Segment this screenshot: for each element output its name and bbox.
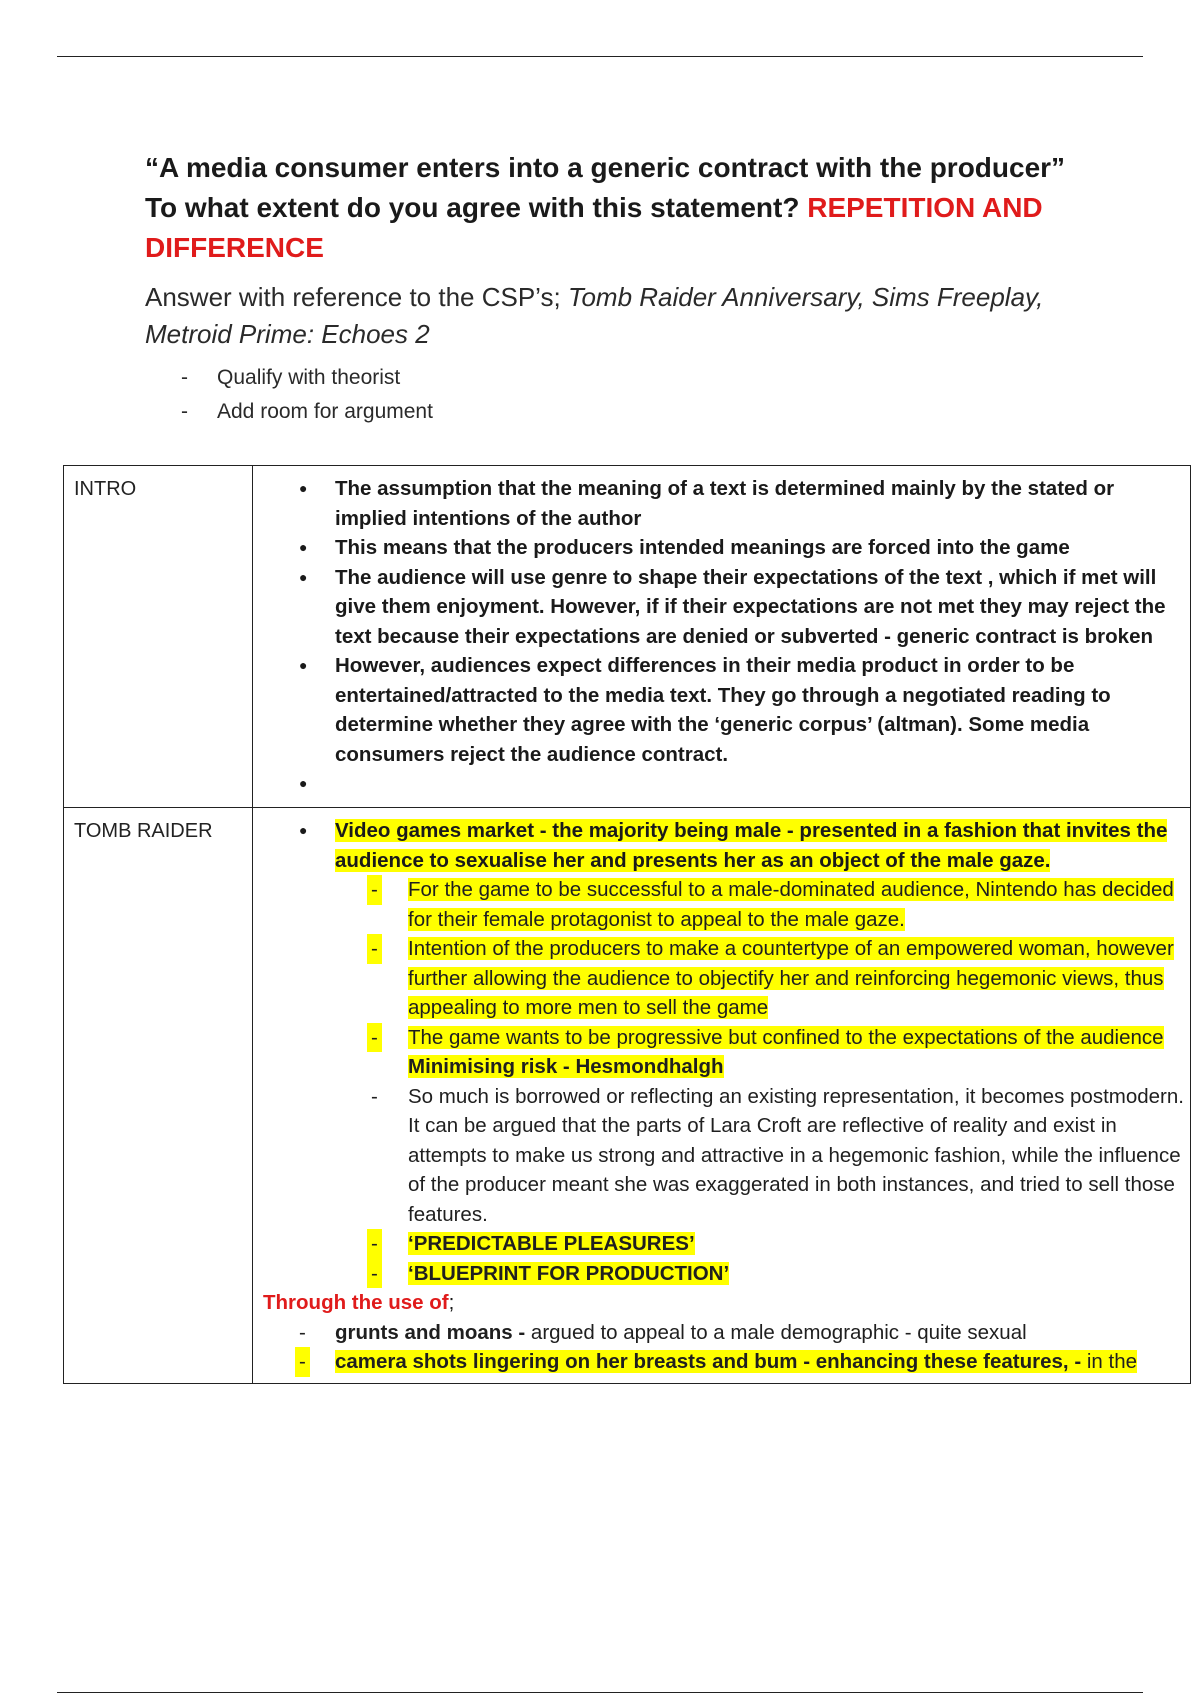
main-bullet-text: Video games market - the majority being male - presented in a fashion that invites the audience to sexualise her and presents her as an object of the male gaze. bbox=[335, 819, 1168, 872]
notes-list bbox=[145, 361, 1105, 429]
note-item: - Add room for argument bbox=[145, 395, 1105, 429]
technique-item bbox=[253, 1347, 1184, 1377]
intro-bullet: ● The audience will use genre to shape their expectations of the text , which if met will give them enjoyment. However, if if their expectations are not met they may reject the text because their expectations are denied or subverted - generic contract is broken bbox=[253, 563, 1184, 652]
subpoint-text: Intention of the producers to make a countertype of an empowered woman, however further allowing the audience to objectify her and reinforcing hegemonic views, thus appealing to more men to sell the game bbox=[408, 937, 1174, 1019]
subpoint-theorist: Minimising risk - Hesmondhalgh bbox=[408, 1055, 724, 1078]
subpoint bbox=[253, 1259, 1184, 1289]
intro-bullet: ● However, audiences expect differences in their media product in order to be entertained/attracted to the media text. They go through a negotiated reading to determine whether they agree with the ‘generic corpus’ (altman). Some media consumers reject the audience contract. bbox=[253, 651, 1184, 769]
subpoint bbox=[253, 934, 1184, 1023]
subpoint-text: So much is borrowed or reflecting an existing representation, it becomes postmodern. It can be argued that the parts of Lara Croft are reflective of reality and exist in attempts to make us strong and attractive in a hegemonic fashion, while the influence of the producer meant she was exaggerated in both instances, and tried to sell those features. bbox=[408, 1084, 1184, 1226]
footer-rule bbox=[57, 1692, 1143, 1693]
subpoint bbox=[253, 1082, 1184, 1230]
tomb-raider-content bbox=[253, 808, 1191, 1384]
through-label: Through the use of bbox=[263, 1291, 449, 1314]
intro-bullet-empty bbox=[253, 769, 1184, 801]
tomb-raider-subpoints bbox=[253, 875, 1184, 1288]
technique-bold: grunts and moans - bbox=[335, 1320, 526, 1344]
technique-text: argued to appeal to a male demographic - quite sexual bbox=[530, 1320, 1027, 1344]
tomb-raider-row bbox=[64, 808, 1191, 1384]
through-suffix: ; bbox=[448, 1291, 455, 1314]
tomb-raider-label: TOMB RAIDER bbox=[64, 808, 253, 1384]
subpoint-text: ‘PREDICTABLE PLEASURES’ bbox=[408, 1232, 695, 1255]
tomb-raider-bullet bbox=[253, 816, 1184, 875]
note-item: - Qualify with theorist bbox=[145, 361, 1105, 395]
intro-bullets bbox=[253, 474, 1184, 801]
essay-question bbox=[145, 148, 1105, 268]
answer-instruction bbox=[145, 279, 1105, 353]
subpoint-text: For the game to be successful to a male-dominated audience, Nintendo has decided for their female protagonist to appeal to the male gaze. bbox=[408, 878, 1174, 931]
essay-heading bbox=[145, 148, 1105, 429]
through-heading bbox=[253, 1288, 1184, 1318]
intro-bullet: ● The assumption that the meaning of a text is determined mainly by the stated or implied intentions of the author bbox=[253, 474, 1184, 533]
subpoint bbox=[253, 1229, 1184, 1259]
subpoint bbox=[253, 875, 1184, 934]
technique-item bbox=[253, 1318, 1184, 1348]
answer-texts: Tomb Raider Anniversary, Sims Freeplay, Metroid Prime: Echoes 2 bbox=[145, 282, 1044, 349]
essay-plan-table bbox=[63, 465, 1191, 1384]
technique-list bbox=[253, 1318, 1184, 1377]
tomb-raider-bullets bbox=[253, 816, 1184, 875]
answer-prefix: Answer with reference to the CSP’s; bbox=[145, 282, 561, 312]
intro-content bbox=[253, 466, 1191, 808]
header-rule bbox=[57, 56, 1143, 57]
intro-label: INTRO bbox=[64, 466, 253, 808]
intro-row bbox=[64, 466, 1191, 808]
subpoint bbox=[253, 1023, 1184, 1082]
technique-text: in the bbox=[1086, 1350, 1138, 1373]
subpoint-text: ‘BLUEPRINT FOR PRODUCTION’ bbox=[408, 1261, 730, 1285]
question-line-1: “A media consumer enters into a generic contract with the producer” bbox=[145, 152, 1066, 183]
technique-bold: camera shots lingering on her breasts and bum - enhancing these features, - bbox=[335, 1350, 1082, 1373]
subpoint-text: The game wants to be progressive but confined to the expectations of the audience bbox=[408, 1025, 1164, 1049]
question-line-2: To what extent do you agree with this statement? bbox=[145, 192, 800, 223]
intro-bullet: ● This means that the producers intended meanings are forced into the game bbox=[253, 533, 1184, 563]
question-focus: REPETITION AND DIFFERENCE bbox=[145, 192, 1043, 263]
